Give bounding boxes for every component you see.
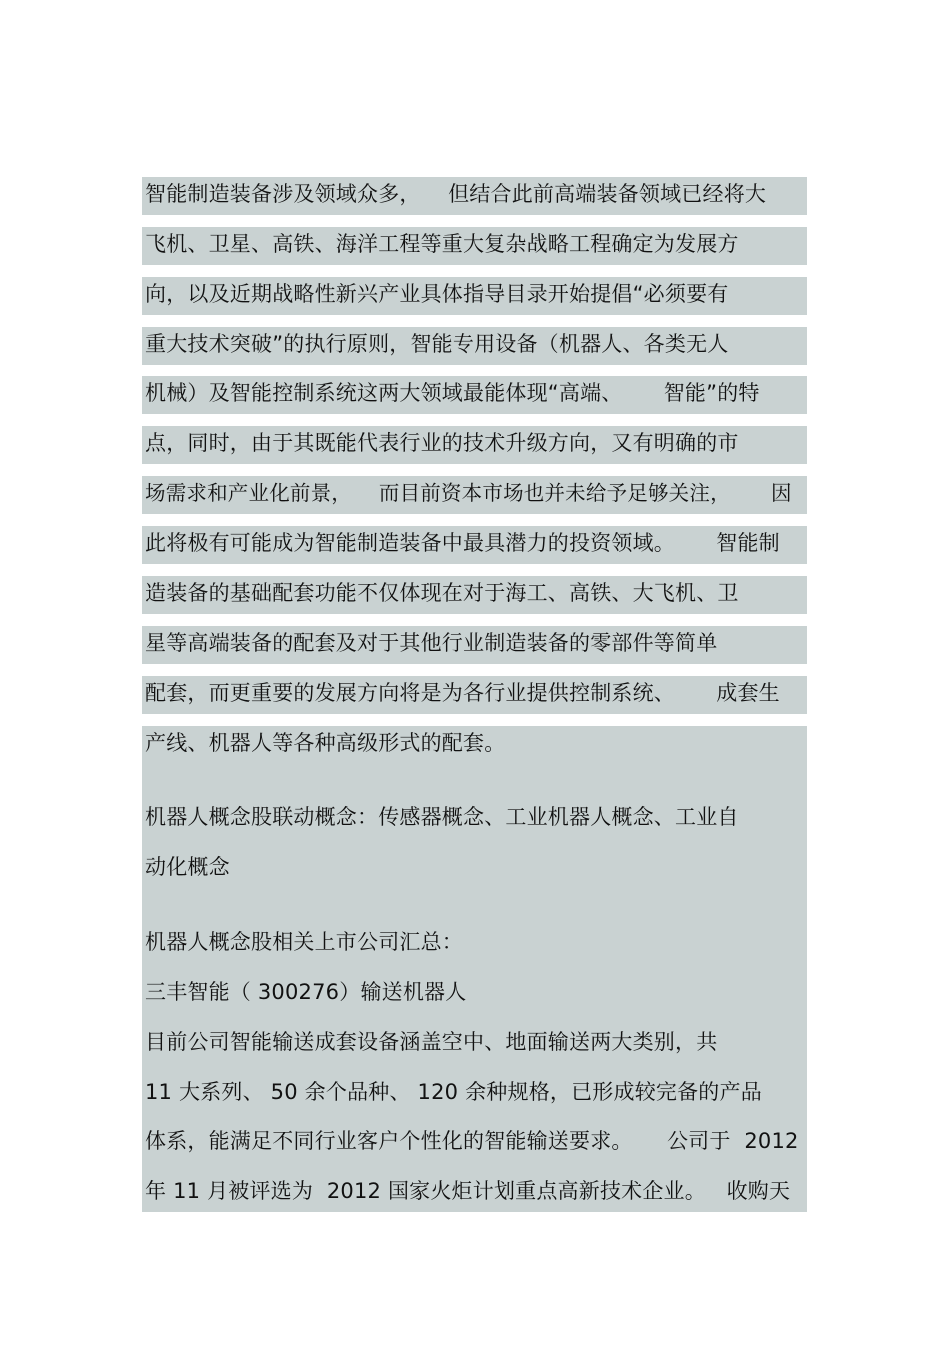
text-line: 产线、机器人等各种高级形式的配套。	[145, 731, 506, 755]
text-line: 重大技术突破”的执行原则，智能专用设备（机器人、各类无人	[145, 332, 729, 356]
text-line: 此将极有可能成为智能制造装备中最具潜力的投资领域。 智能制	[145, 531, 780, 555]
text-line: 年 11 月被评选为 2012 国家火炬计划重点高新技术企业。 收购天	[145, 1179, 791, 1203]
text-line: 机器人概念股联动概念：传感器概念、工业机器人概念、工业自	[145, 805, 739, 829]
text-line: 飞机、卫星、高铁、海洋工程等重大复杂战略工程确定为发展方	[145, 232, 739, 256]
text-line: 智能制造装备涉及领域众多， 但结合此前高端装备领域已经将大	[145, 182, 767, 206]
section-heading: 机器人概念股相关上市公司汇总：	[145, 930, 463, 954]
text-line: 目前公司智能输送成套设备涵盖空中、地面输送两大类别，共	[145, 1030, 718, 1054]
text-line: 星等高端装备的配套及对于其他行业制造装备的零部件等简单	[145, 631, 718, 655]
text-line: 体系，能满足不同行业客户个性化的智能输送要求。 公司于 2012	[145, 1129, 799, 1153]
text-line: 场需求和产业化前景， 而目前资本市场也并未给予足够关注， 因	[145, 481, 792, 505]
text-line: 向，以及近期战略性新兴产业具体指导目录开始提倡“必须要有	[145, 282, 729, 306]
text-line: 点，同时，由于其既能代表行业的技术升级方向，又有明确的市	[145, 431, 739, 455]
text-line: 11 大系列、 50 余个品种、 120 余种规格，已形成较完备的产品	[145, 1080, 762, 1104]
text-line: 机械）及智能控制系统这两大领域最能体现“高端、 智能”的特	[145, 381, 760, 405]
company-title: 三丰智能（ 300276）输送机器人	[145, 980, 467, 1004]
text-line: 动化概念	[145, 855, 230, 879]
text-line: 造装备的基础配套功能不仅体现在对于海工、高铁、大飞机、卫	[145, 581, 739, 605]
text-line: 配套，而更重要的发展方向将是为各行业提供控制系统、 成套生	[145, 681, 780, 705]
